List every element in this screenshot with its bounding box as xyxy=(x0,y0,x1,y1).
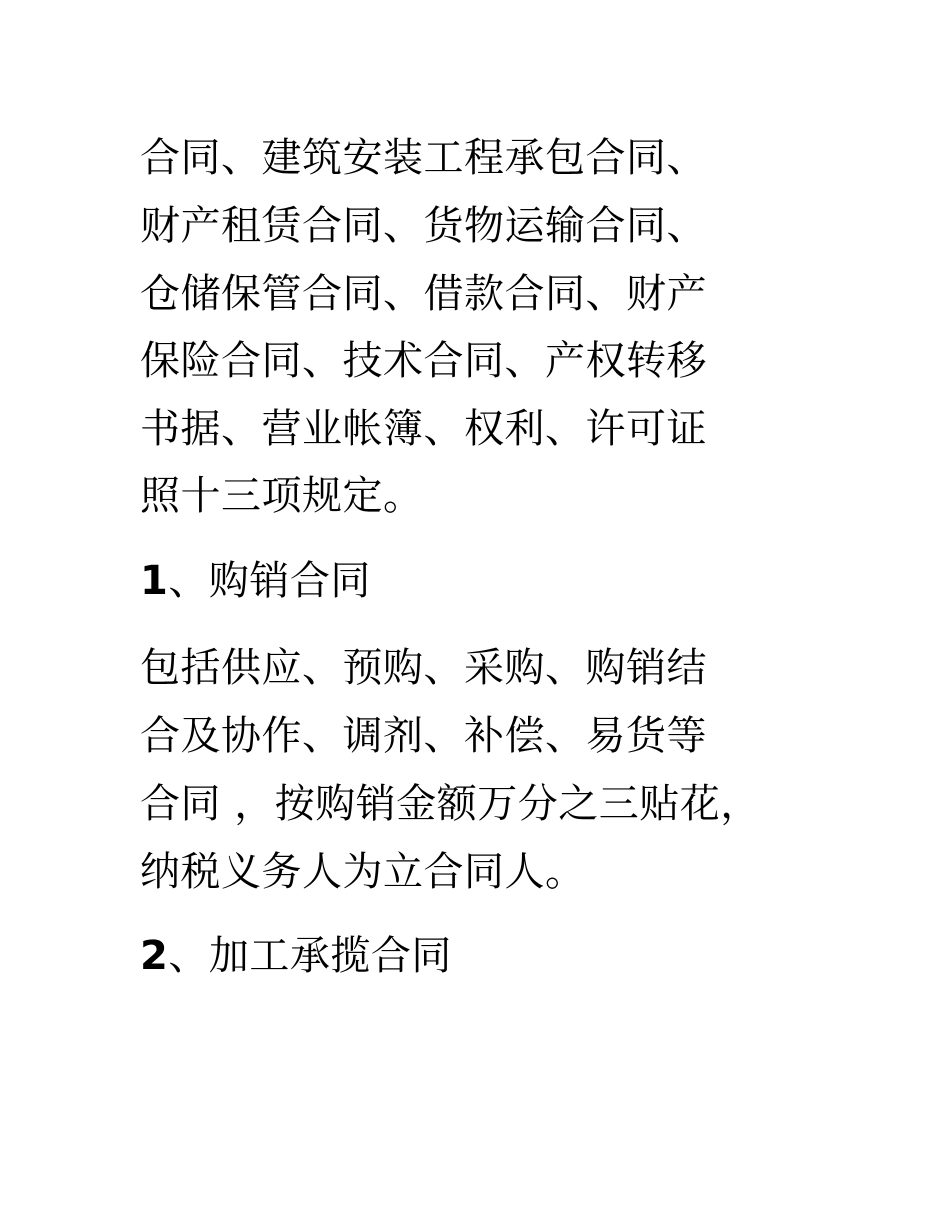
section-title: 、加工承揽合同 xyxy=(168,933,452,979)
section-heading xyxy=(140,557,371,605)
paragraph-line: 合同 ，按购销金额万分之三贴花， xyxy=(140,781,761,827)
section-number: 2 xyxy=(140,933,169,979)
paragraph-line: 包括供应、预购、采购、购销结 xyxy=(140,645,707,691)
paragraph-line: 纳税义务人为立合同人。 xyxy=(140,849,586,895)
paragraph-line: 仓储保管合同、借款合同、财产 xyxy=(140,271,707,317)
paragraph-line: 保险合同、技术合同、产权转移 xyxy=(140,338,707,384)
section-title: 、购销合同 xyxy=(168,558,371,604)
section-number: 1 xyxy=(140,558,169,604)
paragraph-line: 照十三项规定。 xyxy=(140,473,424,519)
paragraph-line: 书据、营业帐簿、权利、许可证 xyxy=(140,406,707,452)
paragraph-line: 财产租赁合同、货物运输合同、 xyxy=(140,203,707,249)
paragraph-line: 合同、建筑安装工程承包合同、 xyxy=(140,135,707,181)
paragraph-line: 合及协作、调剂、补偿、易货等 xyxy=(140,713,707,759)
section-heading xyxy=(140,932,452,980)
